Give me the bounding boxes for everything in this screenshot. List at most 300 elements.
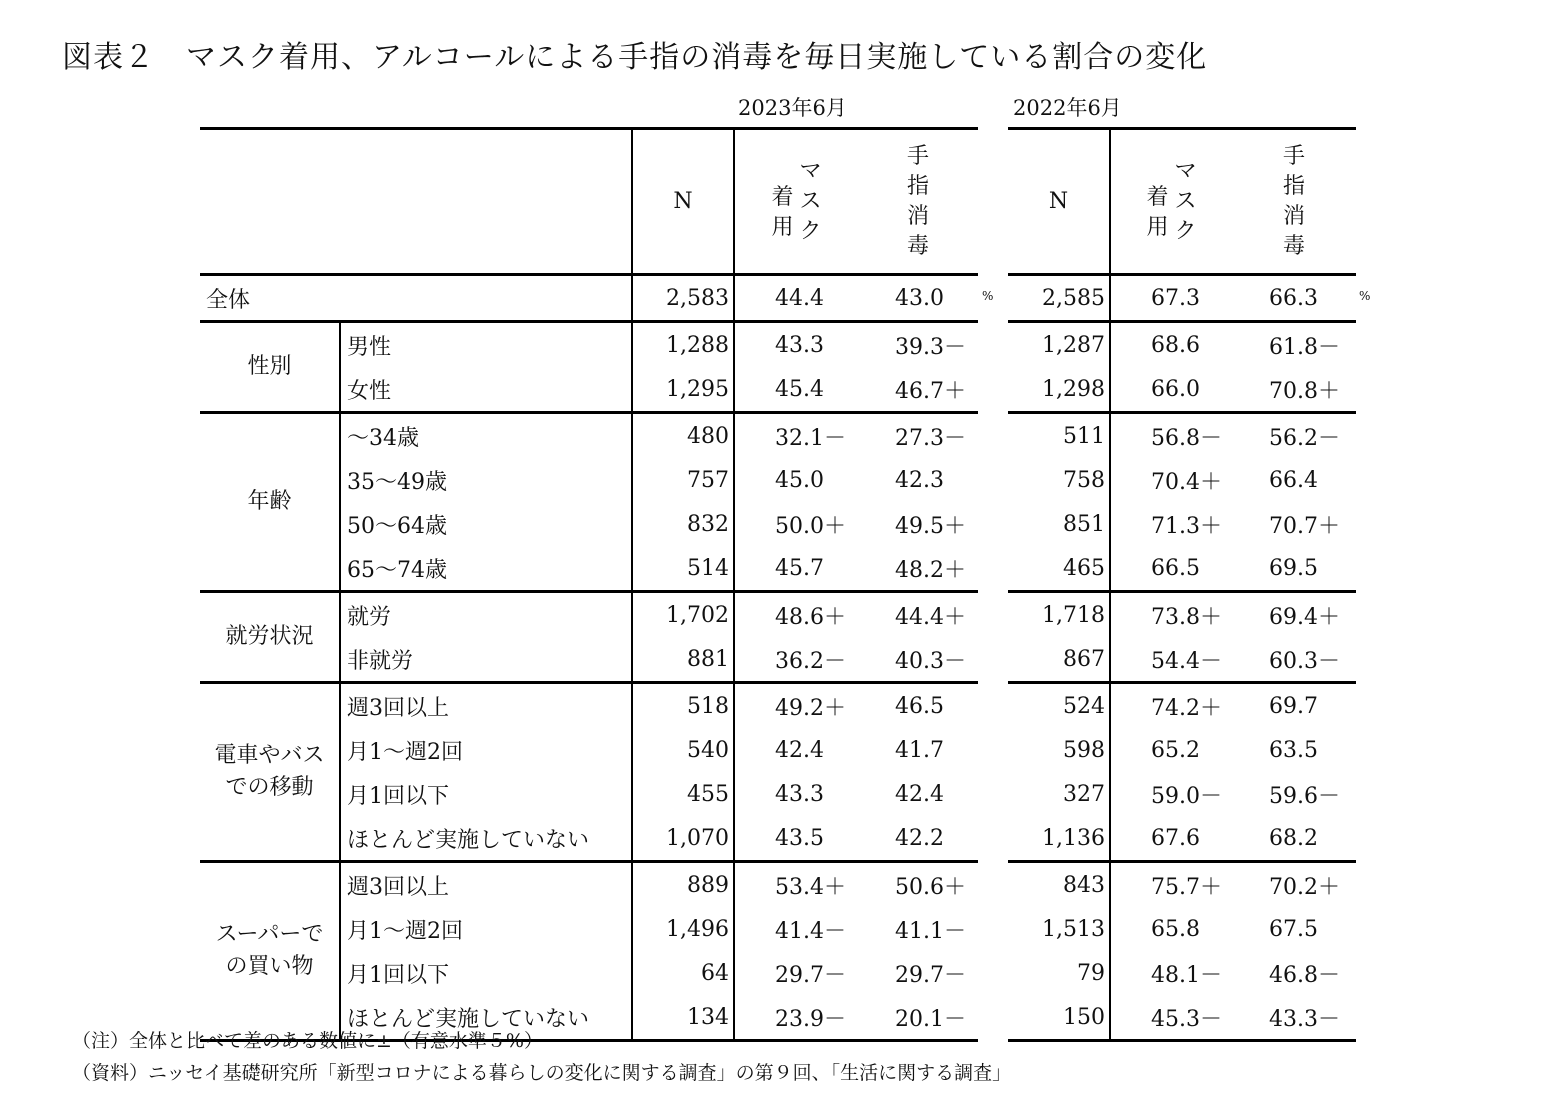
table-row xyxy=(200,683,978,729)
hand-header-char: 手 xyxy=(1282,143,1305,169)
n-cell-value: 2,583 xyxy=(666,285,729,311)
hand-cell-value: 41.1－ xyxy=(895,918,966,944)
row-label-cell xyxy=(340,816,632,862)
hand-cell xyxy=(858,637,978,683)
n-cell-value: 465 xyxy=(1063,555,1105,581)
group-label: の買い物 xyxy=(225,954,314,979)
mask-cell-value: 32.1－ xyxy=(775,425,846,451)
hand-cell xyxy=(1232,275,1356,322)
group-label: 年齢 xyxy=(247,489,292,514)
hand-cell xyxy=(858,413,978,459)
n-cell-value: 1,702 xyxy=(666,602,729,628)
hand-cell xyxy=(1232,322,1356,368)
hand-cell xyxy=(858,728,978,772)
hand-cell xyxy=(1232,907,1356,951)
row-label: 非就労 xyxy=(347,648,414,674)
mask-cell-value: 43.3 xyxy=(775,332,824,358)
n-cell-value: 64 xyxy=(701,960,729,986)
hand-cell-value: 63.5 xyxy=(1269,737,1318,763)
mask-cell xyxy=(1110,413,1232,459)
table-row xyxy=(200,862,978,908)
mask-cell-value: 67.6 xyxy=(1151,825,1200,851)
mask-cell xyxy=(734,637,858,683)
table-2022 xyxy=(1008,127,1356,1042)
hand-cell xyxy=(858,275,978,322)
mask-header-char: マ xyxy=(1174,158,1197,184)
n-cell-value: 524 xyxy=(1063,693,1105,719)
group-label-cell xyxy=(200,862,340,1041)
mask-cell-value: 67.3 xyxy=(1151,285,1200,311)
n-cell xyxy=(1008,772,1110,816)
row-label-cell xyxy=(340,683,632,729)
mask-cell xyxy=(734,772,858,816)
hand-header-char: 毒 xyxy=(1282,233,1305,259)
n-cell xyxy=(1008,275,1110,322)
total-label: 全体 xyxy=(206,287,251,313)
mask-header-char: 着 xyxy=(771,184,794,210)
header-n xyxy=(1008,129,1110,275)
n-cell xyxy=(632,502,734,546)
n-cell-value: 1,496 xyxy=(666,916,729,942)
mask-cell-value: 44.4 xyxy=(775,285,824,311)
mask-cell-value: 66.5 xyxy=(1151,555,1200,581)
hand-cell-value: 70.2＋ xyxy=(1269,874,1340,900)
n-cell xyxy=(1008,862,1110,908)
header-row xyxy=(1008,129,1356,275)
n-cell xyxy=(1008,683,1110,729)
n-cell xyxy=(632,592,734,638)
table-row xyxy=(1008,458,1356,502)
n-cell-value: 758 xyxy=(1063,467,1105,493)
table-row xyxy=(1008,907,1356,951)
row-label: 月1～週2回 xyxy=(347,739,463,765)
mask-cell-value: 43.5 xyxy=(775,825,824,851)
table-row xyxy=(1008,592,1356,638)
row-label: 月1～週2回 xyxy=(347,918,463,944)
n-cell-value: 1,513 xyxy=(1042,916,1105,942)
mask-cell xyxy=(734,367,858,413)
hand-header-char: 毒 xyxy=(906,233,929,259)
n-cell-value: 867 xyxy=(1063,646,1105,672)
row-label: 月1回以下 xyxy=(347,783,449,809)
header-mask xyxy=(734,129,858,275)
hand-cell xyxy=(1232,951,1356,995)
n-cell xyxy=(632,816,734,862)
row-label: 65～74歳 xyxy=(347,557,447,583)
mask-cell xyxy=(1110,275,1232,322)
footnote-significance: （注）全体と比べて差のある数値に±（有意水準５%） xyxy=(72,1030,543,1052)
n-cell xyxy=(1008,637,1110,683)
mask-cell-value: 56.8－ xyxy=(1151,425,1222,451)
mask-cell xyxy=(1110,592,1232,638)
hand-cell xyxy=(858,367,978,413)
n-cell xyxy=(632,275,734,322)
mask-cell-value: 45.3－ xyxy=(1151,1006,1222,1032)
hand-cell xyxy=(1232,772,1356,816)
mask-header-vertical xyxy=(771,157,821,247)
row-label-cell xyxy=(340,413,632,459)
mask-header-char: 用 xyxy=(1146,214,1169,240)
hand-cell xyxy=(1232,413,1356,459)
hand-cell xyxy=(1232,546,1356,592)
table-row xyxy=(1008,413,1356,459)
hand-cell xyxy=(1232,862,1356,908)
header-n xyxy=(632,129,734,275)
hand-header-char: 指 xyxy=(906,173,929,199)
hand-cell-value: 59.6－ xyxy=(1269,783,1340,809)
n-cell xyxy=(1008,816,1110,862)
row-label-cell xyxy=(340,546,632,592)
mask-cell-value: 45.0 xyxy=(775,467,824,493)
n-header-label: N xyxy=(1048,189,1069,214)
hand-cell xyxy=(858,772,978,816)
hand-cell-value: 60.3－ xyxy=(1269,648,1340,674)
table-row xyxy=(1008,546,1356,592)
mask-cell-value: 54.4－ xyxy=(1151,648,1222,674)
hand-cell xyxy=(1232,458,1356,502)
mask-header-char: ス xyxy=(1174,188,1197,214)
mask-cell xyxy=(1110,322,1232,368)
group-label-cell xyxy=(200,413,340,592)
unit-percent-2023: % xyxy=(982,289,994,303)
n-cell-value: 518 xyxy=(687,693,729,719)
hand-cell xyxy=(1232,728,1356,772)
n-cell-value: 851 xyxy=(1063,511,1105,537)
header-blank xyxy=(200,129,632,275)
row-label: 就労 xyxy=(347,604,392,630)
figure-title: 図表２ マスク着用、アルコールによる手指の消毒を毎日実施している割合の変化 xyxy=(62,40,1208,75)
mask-cell-value: 42.4 xyxy=(775,737,824,763)
hand-header-vertical xyxy=(1283,142,1305,262)
table-row xyxy=(1008,951,1356,995)
mask-cell-value: 49.2＋ xyxy=(775,695,846,721)
mask-cell xyxy=(734,995,858,1041)
row-label: 女性 xyxy=(347,378,392,404)
mask-cell-value: 48.1－ xyxy=(1151,962,1222,988)
n-cell xyxy=(632,772,734,816)
group-label: 就労状況 xyxy=(225,624,314,649)
mask-cell xyxy=(734,907,858,951)
hand-cell-value: 69.4＋ xyxy=(1269,604,1340,630)
n-cell-value: 455 xyxy=(687,781,729,807)
mask-header-vertical xyxy=(1146,157,1196,247)
n-cell xyxy=(1008,322,1110,368)
mask-cell xyxy=(734,816,858,862)
n-cell-value: 2,585 xyxy=(1042,285,1105,311)
mask-cell xyxy=(1110,816,1232,862)
mask-header-char: ク xyxy=(799,218,822,244)
mask-cell-value: 41.4－ xyxy=(775,918,846,944)
mask-header-char: マ xyxy=(799,158,822,184)
hand-header-vertical xyxy=(907,142,929,262)
mask-cell xyxy=(1110,728,1232,772)
unit-percent-2022: % xyxy=(1359,289,1371,303)
mask-cell-value: 65.8 xyxy=(1151,916,1200,942)
mask-cell xyxy=(1110,637,1232,683)
hand-cell-value: 70.7＋ xyxy=(1269,513,1340,539)
mask-cell xyxy=(1110,367,1232,413)
hand-cell-value: 43.3－ xyxy=(1269,1006,1340,1032)
hand-cell xyxy=(1232,816,1356,862)
mask-cell-value: 50.0＋ xyxy=(775,513,846,539)
n-cell xyxy=(1008,592,1110,638)
hand-cell xyxy=(858,502,978,546)
row-label-cell xyxy=(340,637,632,683)
n-cell-value: 79 xyxy=(1077,960,1105,986)
mask-cell-value: 70.4＋ xyxy=(1151,469,1222,495)
hand-cell-value: 67.5 xyxy=(1269,916,1318,942)
mask-cell-value: 45.4 xyxy=(775,376,824,402)
table-row xyxy=(1008,502,1356,546)
mask-cell-value: 73.8＋ xyxy=(1151,604,1222,630)
n-cell xyxy=(632,546,734,592)
mask-cell xyxy=(1110,502,1232,546)
hand-cell-value: 42.2 xyxy=(895,825,944,851)
header-mask xyxy=(1110,129,1232,275)
row-label: ～34歳 xyxy=(347,425,419,451)
mask-cell xyxy=(1110,907,1232,951)
hand-cell-value: 42.4 xyxy=(895,781,944,807)
hand-cell-value: 27.3－ xyxy=(895,425,966,451)
n-cell xyxy=(632,367,734,413)
mask-header-char: ク xyxy=(1174,218,1197,244)
n-header-label: N xyxy=(673,189,693,214)
hand-cell-value: 56.2－ xyxy=(1269,425,1340,451)
hand-cell-value: 48.2＋ xyxy=(895,557,966,583)
mask-cell xyxy=(734,458,858,502)
table-row xyxy=(1008,772,1356,816)
header-hand xyxy=(858,129,978,275)
hand-cell xyxy=(858,907,978,951)
mask-cell xyxy=(1110,995,1232,1041)
group-label: 性別 xyxy=(247,354,292,379)
n-cell xyxy=(632,907,734,951)
row-label-cell xyxy=(340,772,632,816)
mask-cell-value: 43.3 xyxy=(775,781,824,807)
mask-cell xyxy=(734,683,858,729)
mask-cell-value: 65.2 xyxy=(1151,737,1200,763)
n-cell xyxy=(632,951,734,995)
row-label: 50～64歳 xyxy=(347,513,447,539)
n-cell xyxy=(632,683,734,729)
n-cell-value: 881 xyxy=(687,646,729,672)
hand-cell-value: 44.4＋ xyxy=(895,604,966,630)
n-cell xyxy=(632,413,734,459)
hand-header-char: 指 xyxy=(1282,173,1305,199)
n-cell xyxy=(1008,951,1110,995)
hand-cell xyxy=(858,951,978,995)
mask-cell xyxy=(1110,546,1232,592)
n-cell xyxy=(632,322,734,368)
hand-cell-value: 50.6＋ xyxy=(895,874,966,900)
mask-header-char: 用 xyxy=(771,214,794,240)
hand-cell-value: 68.2 xyxy=(1269,825,1318,851)
hand-cell-value: 66.4 xyxy=(1269,467,1318,493)
hand-cell-value: 46.5 xyxy=(895,693,944,719)
hand-cell xyxy=(858,995,978,1041)
hand-cell-value: 39.3－ xyxy=(895,334,966,360)
row-label-cell xyxy=(340,862,632,908)
n-cell-value: 514 xyxy=(687,555,729,581)
group-label-cell xyxy=(200,683,340,862)
group-label-cell xyxy=(200,592,340,683)
table-row xyxy=(1008,728,1356,772)
mask-cell-value: 75.7＋ xyxy=(1151,874,1222,900)
hand-cell xyxy=(1232,502,1356,546)
hand-header-char: 消 xyxy=(1282,203,1305,229)
group-label: 電車やバス xyxy=(214,743,325,768)
table-row xyxy=(1008,367,1356,413)
hand-cell xyxy=(858,816,978,862)
hand-cell-value: 41.7 xyxy=(895,737,944,763)
mask-cell-value: 29.7－ xyxy=(775,962,846,988)
table-row xyxy=(1008,862,1356,908)
mask-cell xyxy=(734,728,858,772)
hand-cell-value: 43.0 xyxy=(895,285,944,311)
hand-cell-value: 29.7－ xyxy=(895,962,966,988)
n-cell xyxy=(1008,502,1110,546)
n-cell-value: 480 xyxy=(687,423,729,449)
hand-cell xyxy=(858,546,978,592)
mask-cell xyxy=(1110,862,1232,908)
table-row xyxy=(1008,322,1356,368)
n-cell xyxy=(1008,367,1110,413)
n-cell xyxy=(632,458,734,502)
n-cell xyxy=(632,728,734,772)
hand-cell xyxy=(858,592,978,638)
hand-cell xyxy=(858,862,978,908)
hand-cell xyxy=(1232,592,1356,638)
row-label-cell xyxy=(340,728,632,772)
n-cell xyxy=(1008,546,1110,592)
group-label-cell xyxy=(200,322,340,413)
mask-cell-value: 68.6 xyxy=(1151,332,1200,358)
hand-cell xyxy=(1232,683,1356,729)
row-label: ほとんど実施していない xyxy=(347,1006,590,1032)
mask-cell-value: 36.2－ xyxy=(775,648,846,674)
hand-cell-value: 42.3 xyxy=(895,467,944,493)
row-label: 週3回以上 xyxy=(347,874,449,900)
hand-cell-value: 20.1－ xyxy=(895,1006,966,1032)
hand-cell-value: 69.7 xyxy=(1269,693,1318,719)
n-cell-value: 134 xyxy=(687,1004,729,1030)
hand-cell xyxy=(1232,637,1356,683)
mask-cell xyxy=(1110,458,1232,502)
group-label: スーパーで xyxy=(215,922,324,947)
n-cell xyxy=(1008,995,1110,1041)
hand-cell-value: 40.3－ xyxy=(895,648,966,674)
header-hand xyxy=(1232,129,1356,275)
n-cell-value: 598 xyxy=(1063,737,1105,763)
table-row xyxy=(200,413,978,459)
table-row xyxy=(1008,637,1356,683)
total-row xyxy=(1008,275,1356,322)
hand-cell xyxy=(1232,995,1356,1041)
mask-cell-value: 45.7 xyxy=(775,555,824,581)
table-2023 xyxy=(200,127,978,1042)
n-cell-value: 1,288 xyxy=(666,332,729,358)
header-row xyxy=(200,129,978,275)
mask-cell-value: 23.9－ xyxy=(775,1006,846,1032)
n-cell-value: 511 xyxy=(1063,423,1105,449)
mask-cell-value: 48.6＋ xyxy=(775,604,846,630)
mask-cell xyxy=(734,546,858,592)
n-cell-value: 1,136 xyxy=(1042,825,1105,851)
hand-cell-value: 66.3 xyxy=(1269,285,1318,311)
group-label: での移動 xyxy=(225,775,314,800)
n-cell-value: 540 xyxy=(687,737,729,763)
n-cell xyxy=(1008,907,1110,951)
mask-cell xyxy=(734,322,858,368)
mask-header-char: 着 xyxy=(1146,184,1169,210)
row-label-cell xyxy=(340,322,632,368)
n-cell-value: 843 xyxy=(1063,872,1105,898)
n-cell-value: 327 xyxy=(1063,781,1105,807)
hand-cell xyxy=(858,458,978,502)
hand-cell xyxy=(858,683,978,729)
hand-cell-value: 49.5＋ xyxy=(895,513,966,539)
n-cell-value: 1,070 xyxy=(666,825,729,851)
row-label-cell xyxy=(340,951,632,995)
mask-cell xyxy=(734,275,858,322)
mask-cell xyxy=(734,592,858,638)
n-cell xyxy=(632,995,734,1041)
n-cell-value: 1,295 xyxy=(666,376,729,402)
hand-cell-value: 69.5 xyxy=(1269,555,1318,581)
table-row xyxy=(200,592,978,638)
n-cell-value: 1,287 xyxy=(1042,332,1105,358)
total-row xyxy=(200,275,978,322)
mask-cell xyxy=(1110,772,1232,816)
n-cell xyxy=(632,637,734,683)
mask-cell-value: 59.0－ xyxy=(1151,783,1222,809)
row-label-cell xyxy=(340,502,632,546)
n-cell xyxy=(1008,413,1110,459)
row-label-cell xyxy=(340,592,632,638)
table-row xyxy=(200,322,978,368)
n-cell-value: 1,718 xyxy=(1042,602,1105,628)
n-cell-value: 832 xyxy=(687,511,729,537)
hand-cell-value: 61.8－ xyxy=(1269,334,1340,360)
mask-cell-value: 71.3＋ xyxy=(1151,513,1222,539)
hand-cell xyxy=(1232,367,1356,413)
total-label-cell xyxy=(200,275,632,322)
footnote-source: （資料）ニッセイ基礎研究所「新型コロナによる暮らしの変化に関する調査」の第９回、「生活に関する調査」 xyxy=(72,1062,1012,1084)
mask-cell xyxy=(734,502,858,546)
n-cell xyxy=(1008,458,1110,502)
table-row xyxy=(1008,995,1356,1041)
n-cell-value: 150 xyxy=(1063,1004,1105,1030)
mask-cell xyxy=(1110,951,1232,995)
row-label: ほとんど実施していない xyxy=(347,827,590,853)
mask-cell-value: 53.4＋ xyxy=(775,874,846,900)
n-cell xyxy=(632,862,734,908)
table-row xyxy=(1008,816,1356,862)
n-cell-value: 757 xyxy=(687,467,729,493)
table-row xyxy=(1008,683,1356,729)
n-cell-value: 1,298 xyxy=(1042,376,1105,402)
mask-cell-value: 74.2＋ xyxy=(1151,695,1222,721)
hand-cell xyxy=(858,322,978,368)
hand-header-char: 消 xyxy=(906,203,929,229)
row-label: 週3回以上 xyxy=(347,695,449,721)
hand-header-char: 手 xyxy=(906,143,929,169)
hand-cell-value: 70.8＋ xyxy=(1269,378,1340,404)
mask-cell xyxy=(734,862,858,908)
mask-cell xyxy=(1110,683,1232,729)
hand-cell-value: 46.8－ xyxy=(1269,962,1340,988)
period-2023-label: 2023年6月 xyxy=(738,96,847,120)
